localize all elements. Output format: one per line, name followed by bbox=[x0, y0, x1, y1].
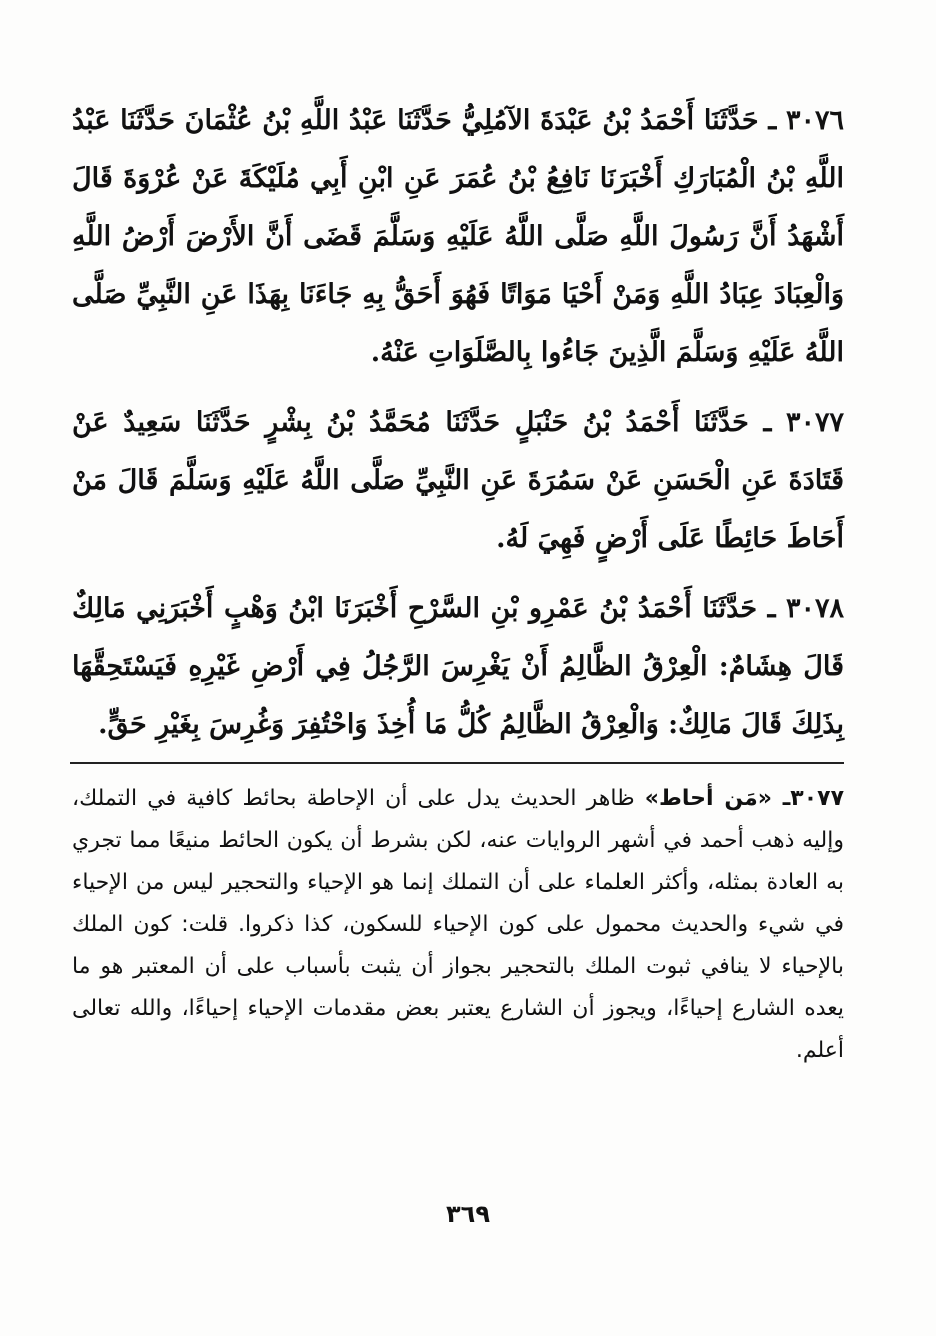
hadith-3076 bbox=[72, 92, 844, 382]
hadith-number: ٣٠٧٨ ـ bbox=[767, 593, 845, 624]
hadith-body: حَدَّثَنَا أَحْمَدُ بْنُ حَنْبَلٍ حَدَّثَنَا مُحَمَّدُ بْنُ بِشْرٍ حَدَّثَنَا سَعِيدٌ عَنْ قَتَادَةَ عَنِ الْحَسَنِ عَنْ سَمُرَةَ عَنِ النَّبِيِّ صَلَّى اللَّهُ عَلَيْهِ وَسَلَّمَ قَالَ مَنْ أَحَاطَ حَائِطًا عَلَى أَرْضٍ فَهِيَ لَهُ. bbox=[72, 407, 844, 554]
page-number: ٣٦٩ bbox=[446, 1200, 490, 1228]
hadith-body: حَدَّثَنَا أَحْمَدُ بْنُ عَمْرِو بْنِ السَّرْحِ أَخْبَرَنَا ابْنُ وَهْبٍ أَخْبَرَنِي مَالِكٌ قَالَ هِشَامٌ: الْعِرْقُ الظَّالِمُ أَنْ يَغْرِسَ الرَّجُلُ فِي أَرْضِ غَيْرِهِ فَيَسْتَحِقَّهَا بِذَلِكَ قَالَ مَالِكٌ: وَالْعِرْقُ الظَّالِمُ كُلُّ مَا أُخِذَ وَاحْتُفِرَ وَغُرِسَ بِغَيْرِ حَقٍّ. bbox=[72, 593, 844, 740]
footnote-body: ظاهر الحديث يدل على أن الإحاطة بحائط كافية في التملك، وإليه ذهب أحمد في أشهر الروايات عنه، لكن بشرط أن يكون الحائط منيعًا مما تجري به العادة بمثله، وأكثر العلماء على أن التملك إنما هو الإحياء والتحجير ليس من الإحياء في شيء والحديث محمول على كون الإحياء للسكون، كذا ذكروا. قلت: كون الملك بالإحياء لا ينافي ثبوت الملك بالتحجير بجواز أن يثبت بأسباب على أن المعتبر هو ما يعده الشارع إحياءًا، ويجوز أن الشارع يعتبر بعض مقدمات الإحياء إحياءًا، والله تعالى أعلم. bbox=[72, 786, 844, 1063]
hadith-text-block bbox=[72, 92, 844, 766]
hadith-3078 bbox=[72, 580, 844, 754]
hadith-3077 bbox=[72, 394, 844, 568]
hadith-number: ٣٠٧٧ ـ bbox=[763, 407, 845, 438]
hadith-body: حَدَّثَنَا أَحْمَدُ بْنُ عَبْدَةَ الآمُلِيُّ حَدَّثَنَا عَبْدُ اللَّهِ بْنُ عُثْمَانَ حَدَّثَنَا عَبْدُ اللَّهِ بْنُ الْمُبَارَكِ أَخْبَرَنَا نَافِعُ بْنُ عُمَرَ عَنِ ابْنِ أَبِي مُلَيْكَةَ عَنْ عُرْوَةَ قَالَ أَشْهَدُ أَنَّ رَسُولَ اللَّهِ صَلَّى اللَّهُ عَلَيْهِ وَسَلَّمَ قَضَى أَنَّ الأَرْضَ أَرْضُ اللَّهِ وَالْعِبَادَ عِبَادُ اللَّهِ وَمَنْ أَحْيَا مَوَاتًا فَهُوَ أَحَقُّ بِهِ جَاءَنَا بِهَذَا عَنِ النَّبِيِّ صَلَّى اللَّهُ عَلَيْهِ وَسَلَّمَ الَّذِينَ جَاءُوا بِالصَّلَوَاتِ عَنْهُ. bbox=[72, 105, 844, 368]
hadith-number: ٣٠٧٦ ـ bbox=[768, 105, 845, 136]
footnote-reference: ٣٠٧٧ـ «مَن أحاط» bbox=[644, 786, 844, 811]
footnote bbox=[72, 778, 844, 1072]
footnote-divider bbox=[70, 762, 844, 764]
